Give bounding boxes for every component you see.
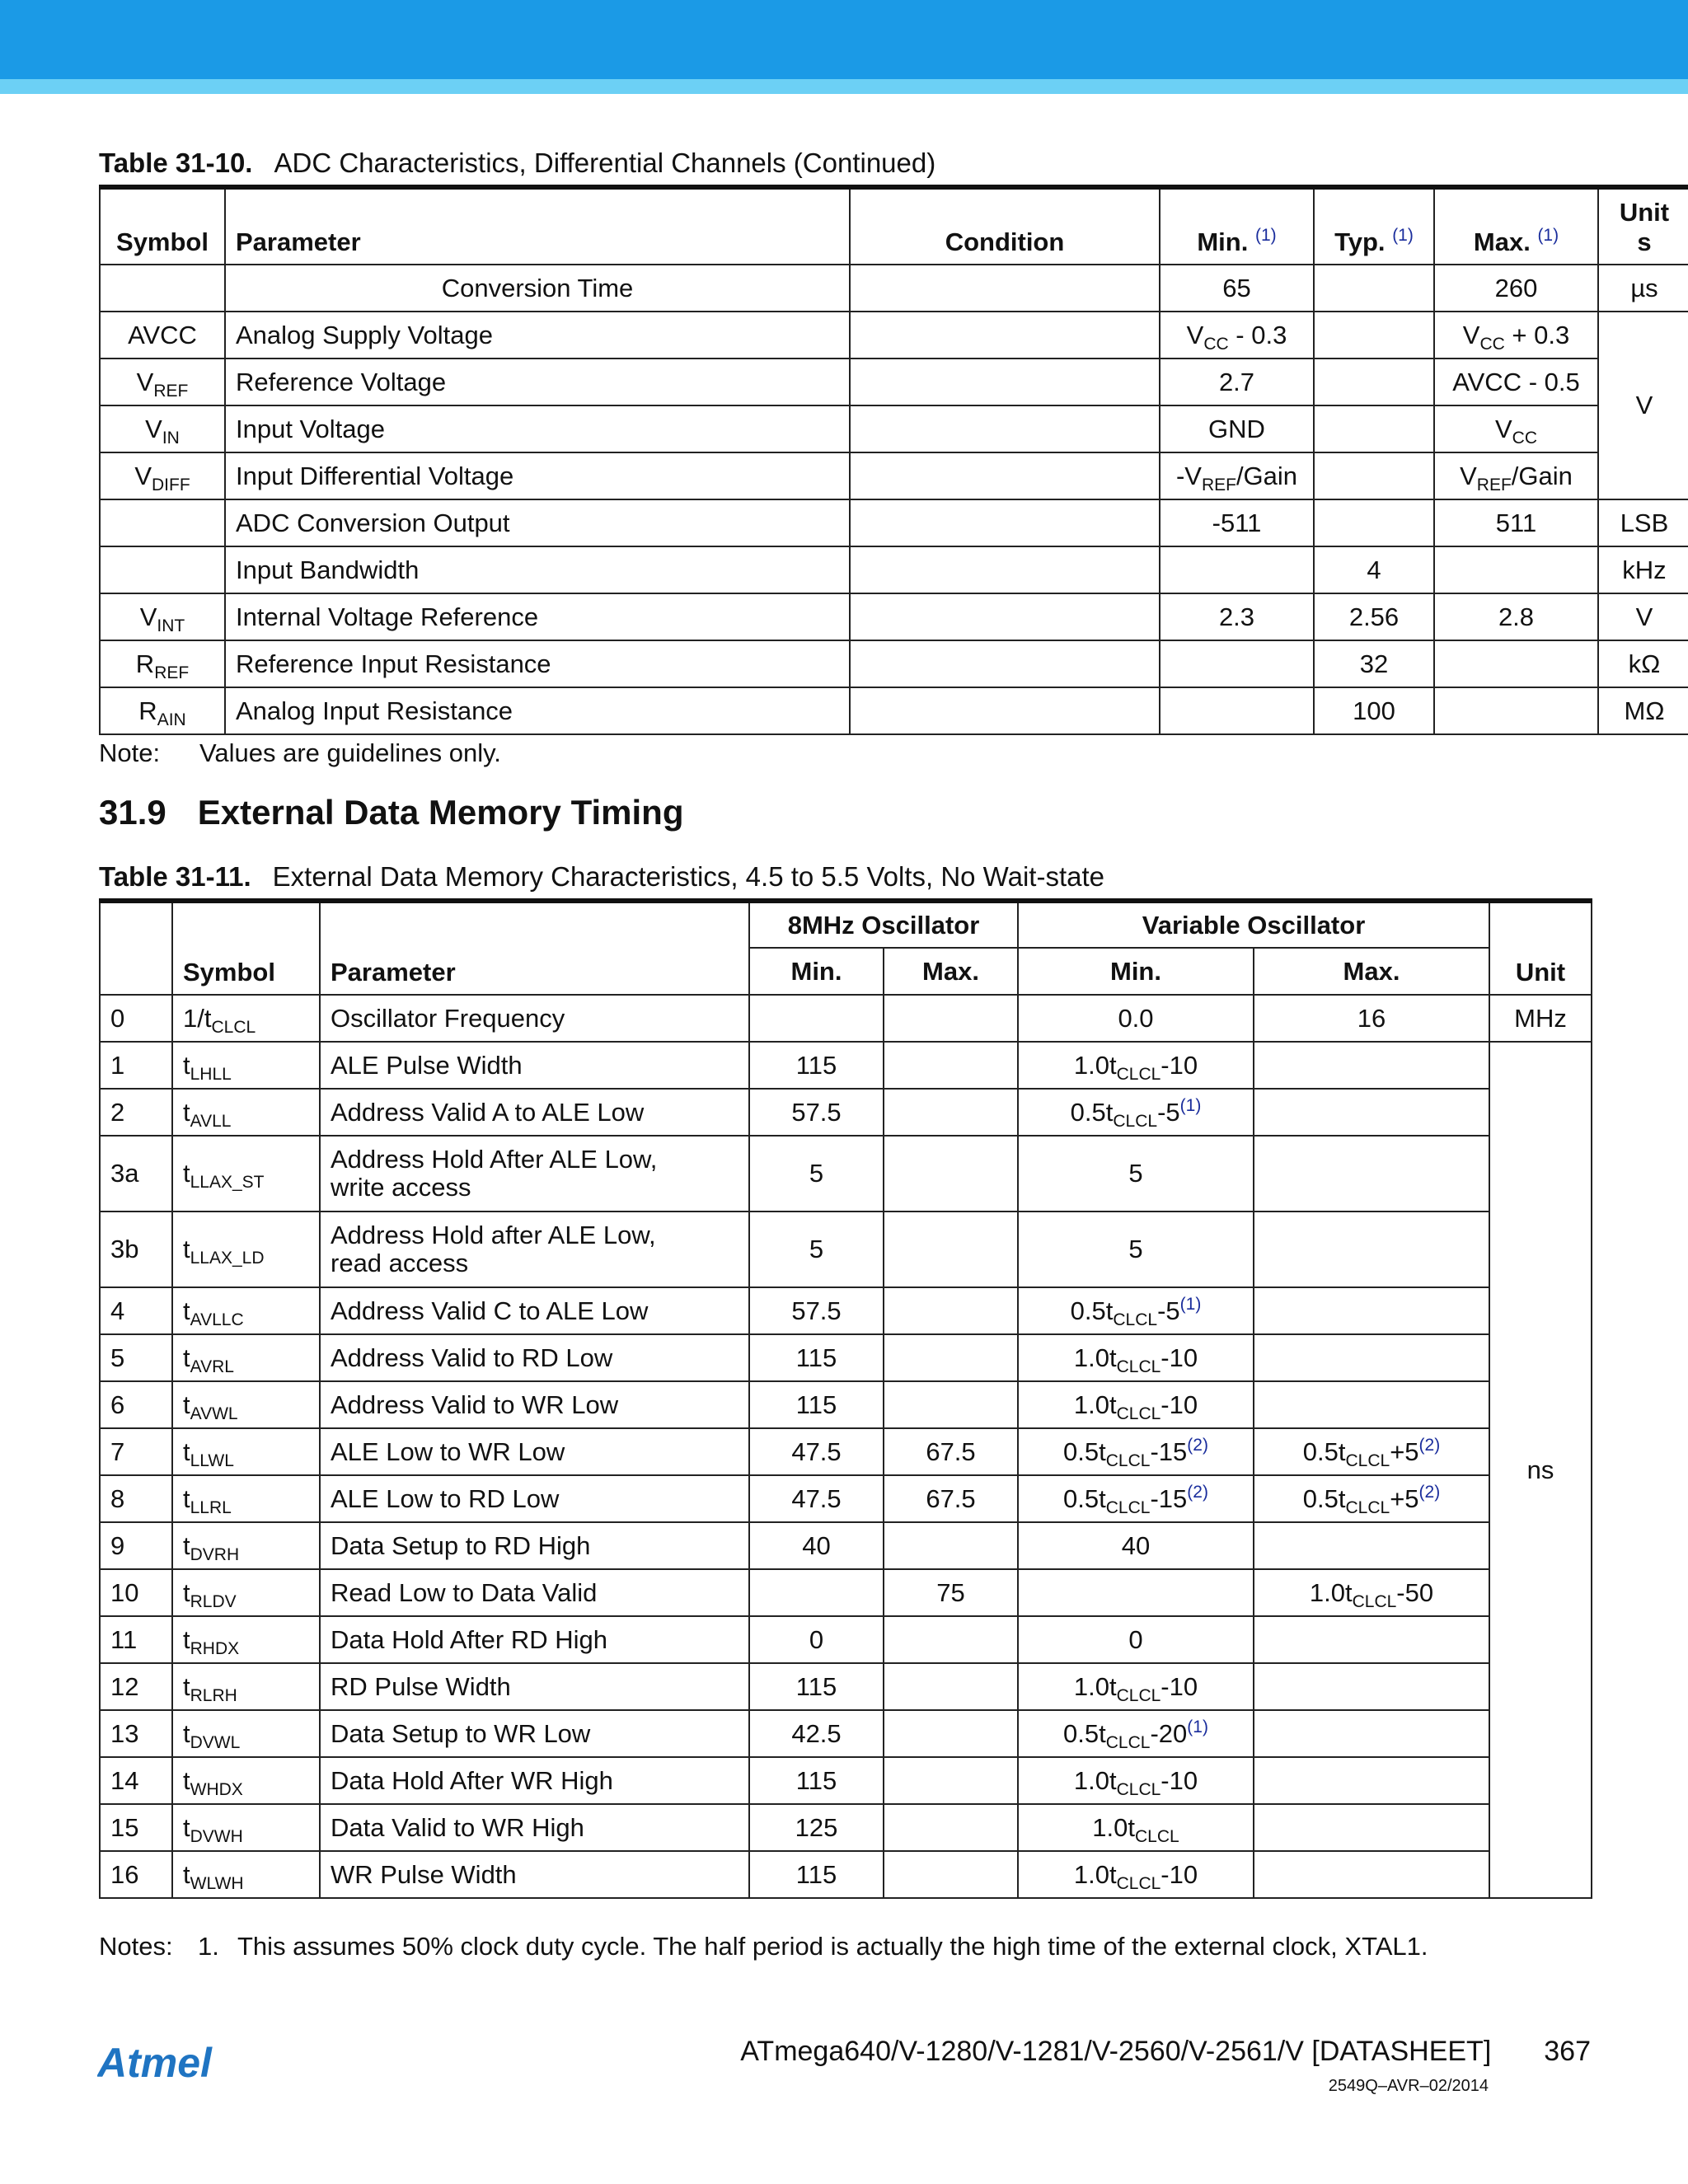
th-variable-oscillator: Variable Oscillator [1018, 901, 1489, 948]
row-number: 6 [100, 1381, 172, 1428]
min-cell: $-V_{REF}$/Gain [1160, 452, 1314, 499]
max-cell: $V_{CC} + 0.3$ [1434, 312, 1598, 359]
table-row [100, 1136, 1592, 1212]
min8-cell: 47.5 [749, 1475, 884, 1522]
row-number: 1 [100, 1042, 172, 1089]
th-parameter: Parameter [320, 901, 749, 995]
max8-cell [884, 1663, 1018, 1710]
symbol-cell: $t_{DVRH}$ [172, 1522, 320, 1569]
max8-cell [884, 1616, 1018, 1663]
table-row [100, 499, 1688, 546]
typ-cell: 2.56 [1314, 593, 1434, 640]
footnote-ref[interactable]: (2) [1187, 1435, 1208, 1455]
param-cell: Reference Voltage [225, 359, 850, 405]
table1-header-row [100, 187, 1688, 265]
page-number: 367 [1544, 2036, 1591, 2067]
header-accent-band [0, 79, 1688, 94]
min8-cell: 40 [749, 1522, 884, 1569]
table2-caption [99, 860, 1104, 893]
min8-cell: 5 [749, 1212, 884, 1287]
var-max-cell [1254, 1710, 1489, 1757]
min-cell: 2.3 [1160, 593, 1314, 640]
symbol-cell: $t_{LLWL}$ [172, 1428, 320, 1475]
max8-cell [884, 1212, 1018, 1287]
th-typ: Typ. $^{(1)}$ [1314, 187, 1434, 265]
table-row [100, 1663, 1592, 1710]
symbol-cell: $t_{WLWH}$ [172, 1851, 320, 1898]
symbol-cell: $V_{INT}$ [100, 593, 225, 640]
logo-text: Atmel [97, 2041, 212, 2086]
max8-cell [884, 1522, 1018, 1569]
adc-characteristics-table [99, 185, 1688, 735]
var-min-cell: 0 [1018, 1616, 1254, 1663]
var-max-cell [1254, 1522, 1489, 1569]
th-min: Min. $^{(1)}$ [1160, 187, 1314, 265]
table-row [100, 265, 1688, 312]
row-number: 0 [100, 995, 172, 1042]
param-cell: RD Pulse Width [320, 1663, 749, 1710]
min-cell: 65 [1160, 265, 1314, 312]
notes-label: Notes: [99, 1932, 173, 1961]
symbol-cell: $V_{REF}$ [100, 359, 225, 405]
th-8mhz-oscillator: 8MHz Oscillator [749, 901, 1018, 948]
unit-cell: LSB [1598, 499, 1688, 546]
param-cell: Read Low to Data Valid [320, 1569, 749, 1616]
param-cell: Address Hold after ALE Low, read access [320, 1212, 749, 1287]
table2-header-row [100, 901, 1592, 948]
param-cell: Internal Voltage Reference [225, 593, 850, 640]
param-cell: Data Setup to WR Low [320, 1710, 749, 1757]
param-cell: ALE Low to RD Low [320, 1475, 749, 1522]
var-max-cell: $0.5t_{CLCL}+5^{(2)}$ [1254, 1428, 1489, 1475]
row-number: 15 [100, 1804, 172, 1851]
max8-cell: 67.5 [884, 1428, 1018, 1475]
section-number: 31.9 [99, 793, 166, 832]
symbol-cell: $V_{DIFF}$ [100, 452, 225, 499]
param-cell: Data Hold After RD High [320, 1616, 749, 1663]
table-row [100, 1475, 1592, 1522]
max8-cell [884, 1042, 1018, 1089]
symbol-cell: $t_{AVLL}$ [172, 1089, 320, 1136]
max-cell: 511 [1434, 499, 1598, 546]
param-cell: Address Hold After ALE Low, write access [320, 1136, 749, 1212]
min8-cell: 57.5 [749, 1089, 884, 1136]
var-max-cell [1254, 1136, 1489, 1212]
table-row [100, 640, 1688, 687]
param-cell: Address Valid C to ALE Low [320, 1287, 749, 1334]
param-cell: Address Valid A to ALE Low [320, 1089, 749, 1136]
min8-cell: 5 [749, 1136, 884, 1212]
min8-cell [749, 1569, 884, 1616]
row-number: 13 [100, 1710, 172, 1757]
row-number: 14 [100, 1757, 172, 1804]
var-max-cell [1254, 1663, 1489, 1710]
param-cell: Input Differential Voltage [225, 452, 850, 499]
max8-cell: 75 [884, 1569, 1018, 1616]
table-row [100, 1089, 1592, 1136]
symbol-cell: $t_{LLAX\_ST}$ [172, 1136, 320, 1212]
note-number: 1. [198, 1932, 219, 1961]
var-min-cell: $0.5t_{CLCL}-15^{(2)}$ [1018, 1428, 1254, 1475]
var-min-cell: 40 [1018, 1522, 1254, 1569]
min8-cell: 115 [749, 1334, 884, 1381]
max-cell: 2.8 [1434, 593, 1598, 640]
param-cell: ALE Low to WR Low [320, 1428, 749, 1475]
table-row [100, 687, 1688, 734]
param-cell: WR Pulse Width [320, 1851, 749, 1898]
table-row [100, 546, 1688, 593]
table-row [100, 452, 1688, 499]
footnote-ref[interactable]: (2) [1418, 1435, 1441, 1455]
var-max-cell: $1.0t_{CLCL}-50$ [1254, 1569, 1489, 1616]
table-row [100, 1042, 1592, 1089]
row-number: 4 [100, 1287, 172, 1334]
external-memory-table [99, 898, 1592, 1899]
var-min-cell: $0.5t_{CLCL}-20^{(1)}$ [1018, 1710, 1254, 1757]
table-row [100, 1710, 1592, 1757]
table-row [100, 593, 1688, 640]
min8-cell: 115 [749, 1042, 884, 1089]
param-cell: Analog Supply Voltage [225, 312, 850, 359]
max8-cell [884, 1710, 1018, 1757]
table-row [100, 995, 1592, 1042]
var-max-cell [1254, 1212, 1489, 1287]
footer [740, 2036, 1591, 2068]
th-units: Unit s [1598, 187, 1688, 265]
row-number: 7 [100, 1428, 172, 1475]
th-condition: Condition [850, 187, 1160, 265]
var-max-cell [1254, 1804, 1489, 1851]
th-min: Min. [749, 948, 884, 995]
footnote-ref[interactable]: (2) [1418, 1482, 1441, 1502]
min8-cell: 125 [749, 1804, 884, 1851]
var-min-cell: $1.0t_{CLCL}-10$ [1018, 1757, 1254, 1804]
header-band [0, 0, 1688, 79]
max-cell: $V_{REF}$/Gain [1434, 452, 1598, 499]
var-max-cell [1254, 1042, 1489, 1089]
min-cell: 2.7 [1160, 359, 1314, 405]
symbol-cell: $t_{LLAX\_LD}$ [172, 1212, 320, 1287]
var-min-cell: 5 [1018, 1136, 1254, 1212]
min8-cell: 42.5 [749, 1710, 884, 1757]
symbol-cell: $t_{AVRL}$ [172, 1334, 320, 1381]
typ-cell: 100 [1314, 687, 1434, 734]
unit-cell: MΩ [1598, 687, 1688, 734]
symbol-cell: $t_{AVWL}$ [172, 1381, 320, 1428]
th-max: Max. [884, 948, 1018, 995]
note-text: Values are guidelines only. [199, 738, 501, 767]
var-max-cell [1254, 1757, 1489, 1804]
var-max-cell [1254, 1616, 1489, 1663]
param-cell: Reference Input Resistance [225, 640, 850, 687]
symbol-cell: $R_{REF}$ [100, 640, 225, 687]
note-label: Note: [99, 738, 161, 767]
min8-cell: 115 [749, 1757, 884, 1804]
row-number: 3a [100, 1136, 172, 1212]
unit-cell: MHz [1489, 995, 1592, 1042]
var-min-cell: $1.0t_{CLCL}-10$ [1018, 1381, 1254, 1428]
row-number: 5 [100, 1334, 172, 1381]
max8-cell [884, 1334, 1018, 1381]
table-row [100, 359, 1688, 405]
max8-cell [884, 1757, 1018, 1804]
min8-cell: 57.5 [749, 1287, 884, 1334]
table1-caption [99, 147, 935, 180]
row-number: 2 [100, 1089, 172, 1136]
footnote-ref[interactable]: (1) [1254, 226, 1277, 245]
min-cell: GND [1160, 405, 1314, 452]
row-number: 3b [100, 1212, 172, 1287]
unit-cell: kΩ [1598, 640, 1688, 687]
table-row [100, 1334, 1592, 1381]
param-cell: Input Voltage [225, 405, 850, 452]
var-min-cell: $1.0t_{CLCL}$ [1018, 1804, 1254, 1851]
symbol-cell: AVCC [100, 312, 225, 359]
min-cell: -511 [1160, 499, 1314, 546]
param-cell: ALE Pulse Width [320, 1042, 749, 1089]
var-max-cell: $0.5t_{CLCL}+5^{(2)}$ [1254, 1475, 1489, 1522]
row-number: 10 [100, 1569, 172, 1616]
table-row [100, 1851, 1592, 1898]
max-cell: AVCC - 0.5 [1434, 359, 1598, 405]
symbol-cell: $t_{DVWH}$ [172, 1804, 320, 1851]
table-row [100, 405, 1688, 452]
footnote-ref[interactable]: (1) [1537, 226, 1559, 245]
var-max-cell [1254, 1381, 1489, 1428]
param-cell: ADC Conversion Output [225, 499, 850, 546]
th-max: Max. [1254, 948, 1489, 995]
max-cell: 260 [1434, 265, 1598, 312]
table1-title: ADC Characteristics, Differential Channels (Continued) [274, 148, 936, 178]
param-cell: Data Valid to WR High [320, 1804, 749, 1851]
th-unit: Unit [1489, 901, 1592, 995]
table-row [100, 312, 1688, 359]
footer-title: ATmega640/V-1280/V-1281/V-2560/V-2561/V [DATASHEET] [740, 2036, 1492, 2067]
var-min-cell: $0.5t_{CLCL}-5^{(1)}$ [1018, 1287, 1254, 1334]
table-row [100, 1616, 1592, 1663]
typ-cell: 32 [1314, 640, 1434, 687]
max8-cell: 67.5 [884, 1475, 1018, 1522]
table2-title: External Data Memory Characteristics, 4.5 to 5.5 Volts, No Wait-state [272, 861, 1104, 892]
min8-cell: 115 [749, 1851, 884, 1898]
footnote-ref[interactable]: (2) [1187, 1482, 1208, 1502]
var-min-cell: $0.5t_{CLCL}-15^{(2)}$ [1018, 1475, 1254, 1522]
max8-cell [884, 1851, 1018, 1898]
max8-cell [884, 1089, 1018, 1136]
max8-cell [884, 1804, 1018, 1851]
max8-cell [884, 1381, 1018, 1428]
row-number: 9 [100, 1522, 172, 1569]
param-cell: Analog Input Resistance [225, 687, 850, 734]
symbol-cell: $t_{LLRL}$ [172, 1475, 320, 1522]
symbol-cell: $t_{LHLL}$ [172, 1042, 320, 1089]
param-cell: Address Valid to WR Low [320, 1381, 749, 1428]
var-min-cell: $1.0t_{CLCL}-10$ [1018, 1042, 1254, 1089]
max8-cell [884, 1136, 1018, 1212]
var-max-cell [1254, 1334, 1489, 1381]
var-min-cell: 5 [1018, 1212, 1254, 1287]
symbol-cell: $t_{AVLLC}$ [172, 1287, 320, 1334]
atmel-logo [97, 2041, 239, 2087]
table2-notes [99, 1932, 1428, 1961]
unit-cell: kHz [1598, 546, 1688, 593]
footnote-ref[interactable]: (1) [1179, 1294, 1202, 1314]
footnote-ref[interactable]: (1) [1392, 226, 1414, 245]
section-heading [99, 793, 683, 832]
th-parameter: Parameter [225, 187, 850, 265]
param-cell: Data Hold After WR High [320, 1757, 749, 1804]
var-max-cell: 16 [1254, 995, 1489, 1042]
symbol-cell: $R_{AIN}$ [100, 687, 225, 734]
section-title: External Data Memory Timing [197, 793, 684, 832]
footnote-ref[interactable]: (1) [1179, 1095, 1202, 1115]
max-cell: $V_{CC}$ [1434, 405, 1598, 452]
symbol-cell: $t_{RHDX}$ [172, 1616, 320, 1663]
param-cell: Address Valid to RD Low [320, 1334, 749, 1381]
table-row [100, 1381, 1592, 1428]
table1-note [99, 738, 501, 768]
min-cell: $V_{CC} - 0.3$ [1160, 312, 1314, 359]
table-row [100, 1212, 1592, 1287]
th-max: Max. $^{(1)}$ [1434, 187, 1598, 265]
symbol-cell: $t_{WHDX}$ [172, 1757, 320, 1804]
document-code: 2549Q–AVR–02/2014 [1328, 2077, 1489, 2095]
param-cell: Oscillator Frequency [320, 995, 749, 1042]
var-max-cell [1254, 1851, 1489, 1898]
symbol-cell: $t_{RLDV}$ [172, 1569, 320, 1616]
row-number: 11 [100, 1616, 172, 1663]
symbol-cell: $t_{RLRH}$ [172, 1663, 320, 1710]
min8-cell: 115 [749, 1663, 884, 1710]
var-min-cell: $0.5t_{CLCL}-5^{(1)}$ [1018, 1089, 1254, 1136]
symbol-cell: $V_{IN}$ [100, 405, 225, 452]
table-row [100, 1757, 1592, 1804]
var-min-cell [1018, 1569, 1254, 1616]
table-row [100, 1287, 1592, 1334]
table-row [100, 1569, 1592, 1616]
row-number: 16 [100, 1851, 172, 1898]
param-cell: Input Bandwidth [225, 546, 850, 593]
th-min: Min. [1018, 948, 1254, 995]
unit-cell: V [1598, 312, 1688, 499]
row-number: 8 [100, 1475, 172, 1522]
min8-cell: 0 [749, 1616, 884, 1663]
th-symbol: Symbol [100, 187, 225, 265]
table-row [100, 1804, 1592, 1851]
table2-number: Table 31-11. [99, 861, 251, 892]
table-row [100, 1522, 1592, 1569]
symbol-cell: $1/t_{CLCL}$ [172, 995, 320, 1042]
th-symbol: Symbol [172, 901, 320, 995]
var-min-cell: $1.0t_{CLCL}-10$ [1018, 1851, 1254, 1898]
row-number: 12 [100, 1663, 172, 1710]
var-min-cell: 0.0 [1018, 995, 1254, 1042]
typ-cell: 4 [1314, 546, 1434, 593]
note-text: This assumes 50% clock duty cycle. The half period is actually the high time of the external clock, XTAL1. [237, 1932, 1428, 1961]
unit-cell: µs [1598, 265, 1688, 312]
min8-cell: 115 [749, 1381, 884, 1428]
min8-cell: 47.5 [749, 1428, 884, 1475]
symbol-cell: $t_{DVWL}$ [172, 1710, 320, 1757]
unit-cell: V [1598, 593, 1688, 640]
table-row [100, 1428, 1592, 1475]
var-max-cell [1254, 1287, 1489, 1334]
var-max-cell [1254, 1089, 1489, 1136]
param-cell: Data Setup to RD High [320, 1522, 749, 1569]
var-min-cell: $1.0t_{CLCL}-10$ [1018, 1334, 1254, 1381]
table1-number: Table 31-10. [99, 148, 253, 178]
unit-cell: ns [1489, 1042, 1592, 1898]
max8-cell [884, 1287, 1018, 1334]
param-cell: Conversion Time [225, 265, 850, 312]
footnote-ref[interactable]: (1) [1187, 1717, 1208, 1736]
var-min-cell: $1.0t_{CLCL}-10$ [1018, 1663, 1254, 1710]
